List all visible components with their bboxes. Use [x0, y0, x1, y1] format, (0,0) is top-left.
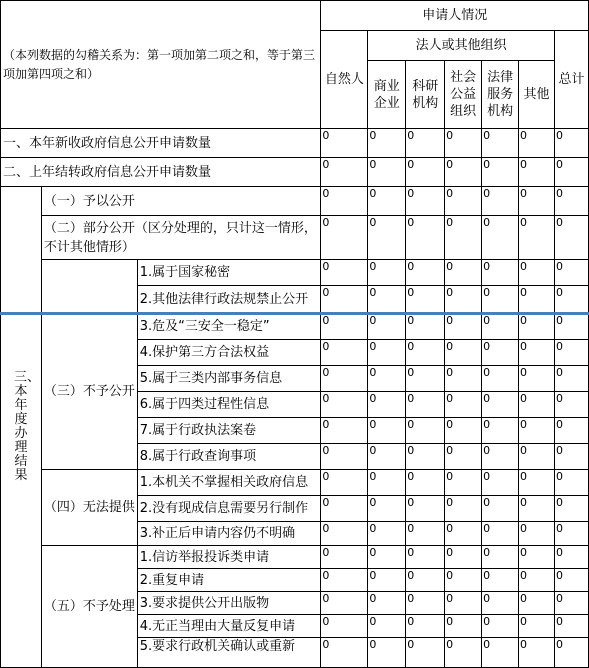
cell-commercial: 0 — [368, 496, 406, 522]
header-note: （本列数据的勾稽关系为：第一项加第二项之和，等于第三项加第四项之和） — [1, 1, 321, 129]
cell-other: 0 — [519, 314, 555, 340]
cell-legal: 0 — [482, 158, 519, 187]
cell-commercial: 0 — [368, 615, 406, 638]
cell-research: 0 — [406, 496, 445, 522]
cell-other: 0 — [519, 216, 555, 260]
cell-natural: 0 — [321, 638, 368, 668]
cell-commercial: 0 — [368, 638, 406, 668]
cell-total: 0 — [554, 158, 588, 187]
cell-social: 0 — [445, 286, 482, 314]
table-row — [1, 260, 589, 286]
cell-total: 0 — [554, 470, 588, 496]
cell-total: 0 — [554, 260, 588, 286]
cell-social: 0 — [445, 615, 482, 638]
cell-total: 0 — [554, 286, 588, 314]
cell-social: 0 — [445, 392, 482, 418]
cell-other: 0 — [519, 546, 555, 569]
cell-natural: 0 — [321, 314, 368, 340]
cell-total: 0 — [554, 129, 588, 158]
cell-research: 0 — [406, 158, 445, 187]
table-row — [1, 216, 589, 260]
cell-total: 0 — [554, 444, 588, 470]
cell-commercial: 0 — [368, 314, 406, 340]
cell-social: 0 — [445, 444, 482, 470]
cell-natural: 0 — [321, 546, 368, 569]
cell-natural: 0 — [321, 444, 368, 470]
cell-legal: 0 — [482, 216, 519, 260]
cell-legal: 0 — [482, 638, 519, 668]
cell-legal: 0 — [482, 392, 519, 418]
cell-other: 0 — [519, 340, 555, 366]
table-row — [1, 314, 589, 340]
cell-commercial: 0 — [368, 187, 406, 216]
cell-total: 0 — [554, 392, 588, 418]
cell-legal: 0 — [482, 340, 519, 366]
cell-total: 0 — [554, 187, 588, 216]
cell-research: 0 — [406, 418, 445, 444]
row-label: 4.保护第三方合法权益 — [137, 340, 321, 366]
cell-legal: 0 — [482, 260, 519, 286]
group-blank — [41, 260, 137, 314]
row-label: 1.信访举报投诉类申请 — [137, 546, 321, 569]
cell-other: 0 — [519, 392, 555, 418]
social-header: 社会公益组织 — [445, 61, 482, 129]
cell-legal: 0 — [482, 546, 519, 569]
cell-commercial: 0 — [368, 366, 406, 392]
cell-commercial: 0 — [368, 522, 406, 546]
cell-natural: 0 — [321, 366, 368, 392]
cell-natural: 0 — [321, 129, 368, 158]
cell-social: 0 — [445, 569, 482, 592]
row-label: 4.无正当理由大量反复申请 — [137, 615, 321, 638]
row-label: 2.其他法律行政法规禁止公开 — [137, 286, 321, 314]
cell-legal: 0 — [482, 496, 519, 522]
other-header: 其他 — [519, 61, 555, 129]
cell-total: 0 — [554, 496, 588, 522]
cell-total: 0 — [554, 314, 588, 340]
cell-research: 0 — [406, 187, 445, 216]
cell-research: 0 — [406, 569, 445, 592]
cell-other: 0 — [519, 158, 555, 187]
cell-commercial: 0 — [368, 470, 406, 496]
row-label: （一）予以公开 — [41, 187, 320, 216]
cell-total: 0 — [554, 418, 588, 444]
cell-research: 0 — [406, 470, 445, 496]
cell-total: 0 — [554, 569, 588, 592]
cell-legal: 0 — [482, 286, 519, 314]
cell-social: 0 — [445, 216, 482, 260]
table-row — [1, 187, 589, 216]
cell-total: 0 — [554, 340, 588, 366]
cell-natural: 0 — [321, 569, 368, 592]
cell-research: 0 — [406, 216, 445, 260]
table-row — [1, 158, 589, 187]
cell-social: 0 — [445, 187, 482, 216]
cell-total: 0 — [554, 615, 588, 638]
row-label: 二、上年结转政府信息公开申请数量 — [1, 158, 321, 187]
cell-social: 0 — [445, 340, 482, 366]
cell-research: 0 — [406, 638, 445, 668]
group-label-unavailable: （四）无法提供 — [41, 470, 137, 546]
cell-other: 0 — [519, 286, 555, 314]
group-label-withhold: （三）不予公开 — [41, 314, 137, 470]
row-label: 1.本机关不掌握相关政府信息 — [137, 470, 321, 496]
cell-other: 0 — [519, 470, 555, 496]
cell-research: 0 — [406, 444, 445, 470]
row-label: 3.补正后申请内容仍不明确 — [137, 522, 321, 546]
cell-other: 0 — [519, 129, 555, 158]
cell-other: 0 — [519, 260, 555, 286]
cell-commercial: 0 — [368, 340, 406, 366]
cell-natural: 0 — [321, 392, 368, 418]
cell-natural: 0 — [321, 158, 368, 187]
cell-legal: 0 — [482, 314, 519, 340]
cell-research: 0 — [406, 522, 445, 546]
cell-social: 0 — [445, 418, 482, 444]
total-header: 总计 — [554, 31, 588, 129]
cell-natural: 0 — [321, 260, 368, 286]
cell-research: 0 — [406, 340, 445, 366]
cell-social: 0 — [445, 158, 482, 187]
cell-other: 0 — [519, 569, 555, 592]
cell-other: 0 — [519, 444, 555, 470]
cell-total: 0 — [554, 638, 588, 668]
cell-natural: 0 — [321, 286, 368, 314]
cell-legal: 0 — [482, 444, 519, 470]
cell-total: 0 — [554, 546, 588, 569]
table-row — [1, 546, 589, 569]
cell-natural: 0 — [321, 340, 368, 366]
cell-natural: 0 — [321, 187, 368, 216]
row-label: 7.属于行政执法案卷 — [137, 418, 321, 444]
cell-natural: 0 — [321, 522, 368, 546]
cell-commercial: 0 — [368, 546, 406, 569]
commercial-header: 商业企业 — [368, 61, 406, 129]
legal-header: 法律服务机构 — [482, 61, 519, 129]
cell-legal: 0 — [482, 569, 519, 592]
row-label: 5.要求行政机关确认或重新 — [137, 638, 321, 668]
cell-other: 0 — [519, 418, 555, 444]
cell-total: 0 — [554, 592, 588, 615]
applicant-header: 申请人情况 — [321, 1, 589, 31]
cell-legal: 0 — [482, 592, 519, 615]
cell-social: 0 — [445, 470, 482, 496]
cell-natural: 0 — [321, 592, 368, 615]
cell-research: 0 — [406, 129, 445, 158]
group-label-not-processed: （五）不予处理 — [41, 546, 137, 668]
cell-other: 0 — [519, 522, 555, 546]
org-group-header: 法人或其他组织 — [368, 31, 555, 61]
cell-natural: 0 — [321, 216, 368, 260]
cell-social: 0 — [445, 314, 482, 340]
research-header: 科研机构 — [406, 61, 445, 129]
cell-commercial: 0 — [368, 158, 406, 187]
cell-social: 0 — [445, 546, 482, 569]
cell-legal: 0 — [482, 470, 519, 496]
row-label: 3.危及“三安全一稳定” — [137, 314, 321, 340]
row-label: （二）部分公开（区分处理的，只计这一情形，不计其他情形） — [41, 216, 320, 260]
cell-commercial: 0 — [368, 260, 406, 286]
section-3-label: 三、本年度办理结果 — [1, 187, 42, 668]
cell-commercial: 0 — [368, 569, 406, 592]
cell-other: 0 — [519, 187, 555, 216]
cell-commercial: 0 — [368, 392, 406, 418]
cell-legal: 0 — [482, 187, 519, 216]
cell-commercial: 0 — [368, 444, 406, 470]
cell-research: 0 — [406, 615, 445, 638]
cell-other: 0 — [519, 615, 555, 638]
cell-other: 0 — [519, 638, 555, 668]
table-row — [1, 129, 589, 158]
cell-other: 0 — [519, 366, 555, 392]
cell-research: 0 — [406, 592, 445, 615]
cell-total: 0 — [554, 522, 588, 546]
cell-total: 0 — [554, 216, 588, 260]
row-label: 5.属于三类内部事务信息 — [137, 366, 321, 392]
cell-research: 0 — [406, 392, 445, 418]
cell-natural: 0 — [321, 496, 368, 522]
cell-legal: 0 — [482, 522, 519, 546]
cell-legal: 0 — [482, 615, 519, 638]
cell-commercial: 0 — [368, 216, 406, 260]
cell-natural: 0 — [321, 615, 368, 638]
cell-social: 0 — [445, 592, 482, 615]
cell-other: 0 — [519, 592, 555, 615]
row-label: 2.重复申请 — [137, 569, 321, 592]
cell-social: 0 — [445, 366, 482, 392]
cell-social: 0 — [445, 638, 482, 668]
cell-research: 0 — [406, 286, 445, 314]
cell-commercial: 0 — [368, 418, 406, 444]
natural-person-header: 自然人 — [321, 31, 368, 129]
cell-research: 0 — [406, 366, 445, 392]
cell-commercial: 0 — [368, 129, 406, 158]
cell-legal: 0 — [482, 129, 519, 158]
cell-social: 0 — [445, 129, 482, 158]
cell-research: 0 — [406, 260, 445, 286]
cell-legal: 0 — [482, 418, 519, 444]
row-label: 8.属于行政查询事项 — [137, 444, 321, 470]
cell-commercial: 0 — [368, 592, 406, 615]
row-label: 3.要求提供公开出版物 — [137, 592, 321, 615]
cell-natural: 0 — [321, 418, 368, 444]
cell-other: 0 — [519, 496, 555, 522]
cell-social: 0 — [445, 522, 482, 546]
row-label: 2.没有现成信息需要另行制作 — [137, 496, 321, 522]
cell-social: 0 — [445, 496, 482, 522]
cell-total: 0 — [554, 366, 588, 392]
cell-natural: 0 — [321, 470, 368, 496]
row-label: 一、本年新收政府信息公开申请数量 — [1, 129, 321, 158]
cell-legal: 0 — [482, 366, 519, 392]
cell-research: 0 — [406, 314, 445, 340]
table-row — [1, 470, 589, 496]
cell-commercial: 0 — [368, 286, 406, 314]
cell-social: 0 — [445, 260, 482, 286]
row-label: 1.属于国家秘密 — [137, 260, 321, 286]
cell-research: 0 — [406, 546, 445, 569]
selection-divider — [0, 312, 589, 315]
row-label: 6.属于四类过程性信息 — [137, 392, 321, 418]
